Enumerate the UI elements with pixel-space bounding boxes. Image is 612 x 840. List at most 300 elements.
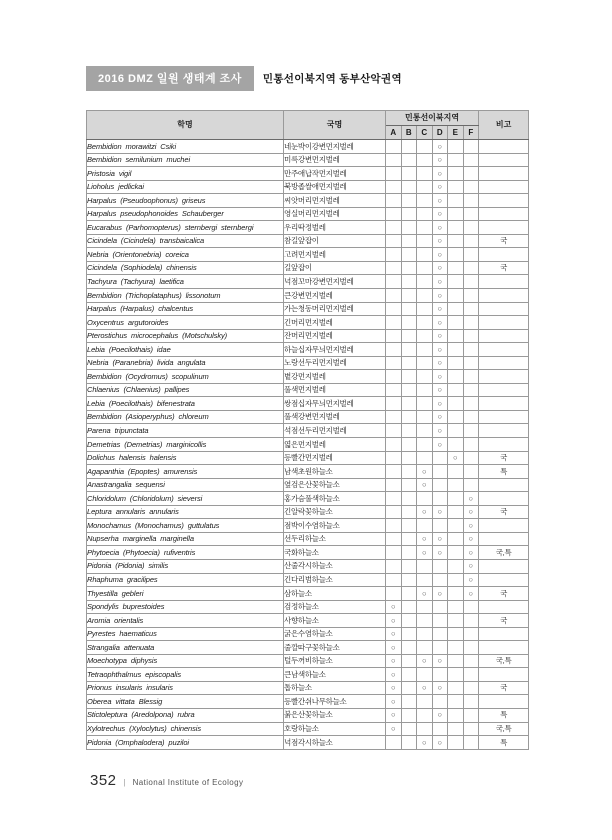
presence-mark-cell <box>463 140 479 154</box>
scientific-name-cell: Monochamus (Monochamus) guttulatus <box>87 519 284 533</box>
table-row <box>87 614 529 628</box>
presence-mark-cell <box>448 708 464 722</box>
presence-mark-cell: ○ <box>432 153 448 167</box>
scientific-name-cell: Pterostichus microcephalus (Motschulsky) <box>87 329 284 343</box>
table-row <box>87 451 529 465</box>
scientific-name-cell: Prionus insularis insularis <box>87 681 284 695</box>
presence-mark-cell <box>386 559 402 573</box>
presence-mark-cell: ○ <box>448 451 464 465</box>
scientific-name-cell: Nebria (Paranebria) livida angulata <box>87 356 284 370</box>
scientific-name-cell: Bembidion (Ocydromus) scopulinum <box>87 370 284 384</box>
presence-mark-cell <box>448 275 464 289</box>
presence-mark-cell <box>463 194 479 208</box>
scientific-name-cell: Oberea vittata Blessig <box>87 695 284 709</box>
korean-name-cell: 쌍점십자무늬먼지벌레 <box>284 397 386 411</box>
species-table <box>86 110 529 750</box>
page-header <box>86 66 402 91</box>
table-row <box>87 167 529 181</box>
presence-mark-cell <box>463 302 479 316</box>
table-row <box>87 207 529 221</box>
korean-name-cell: 털두꺼비하늘소 <box>284 654 386 668</box>
presence-mark-cell <box>386 573 402 587</box>
presence-mark-cell <box>463 329 479 343</box>
presence-mark-cell: ○ <box>432 736 448 750</box>
presence-mark-cell <box>401 519 417 533</box>
scientific-name-cell: Harpalus (Harpalus) chalcentus <box>87 302 284 316</box>
presence-mark-cell: ○ <box>432 681 448 695</box>
note-cell: 국 <box>479 614 529 628</box>
presence-mark-cell <box>463 600 479 614</box>
presence-mark-cell: ○ <box>417 681 433 695</box>
presence-mark-cell <box>463 153 479 167</box>
presence-mark-cell <box>417 668 433 682</box>
footer-divider: | <box>123 778 126 787</box>
presence-mark-cell: ○ <box>432 248 448 262</box>
presence-mark-cell <box>386 587 402 601</box>
presence-mark-cell <box>417 492 433 506</box>
korean-name-cell: 잔머리먼지벌레 <box>284 329 386 343</box>
presence-mark-cell: ○ <box>463 546 479 560</box>
note-cell <box>479 424 529 438</box>
presence-mark-cell <box>386 261 402 275</box>
presence-mark-cell <box>432 600 448 614</box>
note-cell <box>479 695 529 709</box>
presence-mark-cell: ○ <box>432 329 448 343</box>
scientific-name-cell: Agapanthia (Epoptes) amurensis <box>87 465 284 479</box>
presence-mark-cell <box>386 316 402 330</box>
presence-mark-cell <box>448 465 464 479</box>
presence-mark-cell <box>448 736 464 750</box>
korean-name-cell: 씨앗머리먼지벌레 <box>284 194 386 208</box>
scientific-name-cell: Thyestilla gebleri <box>87 587 284 601</box>
scientific-name-cell: Cicindela (Cicindela) transbaicalica <box>87 234 284 248</box>
korean-name-cell: 긴머리먼지벌레 <box>284 316 386 330</box>
scientific-name-cell: Harpalus (Pseudoophonus) griseus <box>87 194 284 208</box>
presence-mark-cell <box>432 451 448 465</box>
presence-mark-cell <box>463 180 479 194</box>
scientific-name-cell: Anastrangalia sequensi <box>87 478 284 492</box>
note-cell <box>479 153 529 167</box>
table-row <box>87 153 529 167</box>
presence-mark-cell: ○ <box>432 587 448 601</box>
presence-mark-cell <box>448 316 464 330</box>
note-cell <box>479 410 529 424</box>
scientific-name-cell: Lebia (Poecilothais) idae <box>87 343 284 357</box>
presence-mark-cell <box>417 302 433 316</box>
presence-mark-cell <box>401 681 417 695</box>
presence-mark-cell: ○ <box>417 465 433 479</box>
note-cell <box>479 573 529 587</box>
korean-name-cell: 선두리하늘소 <box>284 532 386 546</box>
presence-mark-cell: ○ <box>386 708 402 722</box>
korean-name-cell: 석점선두리먼지벌레 <box>284 424 386 438</box>
presence-mark-cell <box>448 600 464 614</box>
presence-mark-cell <box>463 167 479 181</box>
note-cell: 국,특 <box>479 546 529 560</box>
presence-mark-cell <box>448 343 464 357</box>
scientific-name-cell: Strangalia attenuata <box>87 641 284 655</box>
scientific-name-cell: Pidonia (Omphalodera) puziloi <box>87 736 284 750</box>
korean-name-cell: 미륵강변먼지벌레 <box>284 153 386 167</box>
presence-mark-cell <box>432 478 448 492</box>
presence-mark-cell <box>401 559 417 573</box>
column-header-region-d: D <box>432 126 448 140</box>
korean-name-cell: 가는청동머리먼지벌레 <box>284 302 386 316</box>
note-cell <box>479 370 529 384</box>
presence-mark-cell <box>417 573 433 587</box>
presence-mark-cell: ○ <box>417 736 433 750</box>
presence-mark-cell: ○ <box>417 654 433 668</box>
presence-mark-cell <box>386 505 402 519</box>
note-cell <box>479 316 529 330</box>
presence-mark-cell <box>463 614 479 628</box>
presence-mark-cell <box>401 343 417 357</box>
scientific-name-cell: Nupserha marginella marginella <box>87 532 284 546</box>
presence-mark-cell: ○ <box>386 614 402 628</box>
presence-mark-cell: ○ <box>432 194 448 208</box>
presence-mark-cell: ○ <box>386 681 402 695</box>
korean-name-cell: 줄깔따구꽃하늘소 <box>284 641 386 655</box>
column-header-note: 비고 <box>479 111 529 140</box>
scientific-name-cell: Chloridolum (Chloridolum) sieversi <box>87 492 284 506</box>
note-cell <box>479 343 529 357</box>
table-row <box>87 275 529 289</box>
presence-mark-cell <box>417 600 433 614</box>
korean-name-cell: 하늘십자무늬먼지벌레 <box>284 343 386 357</box>
presence-mark-cell <box>463 207 479 221</box>
presence-mark-cell <box>401 248 417 262</box>
species-table-body <box>87 140 529 750</box>
presence-mark-cell: ○ <box>432 207 448 221</box>
korean-name-cell: 엷은먼지벌레 <box>284 438 386 452</box>
presence-mark-cell: ○ <box>463 559 479 573</box>
presence-mark-cell <box>386 451 402 465</box>
presence-mark-cell: ○ <box>432 343 448 357</box>
presence-mark-cell <box>401 736 417 750</box>
presence-mark-cell <box>417 370 433 384</box>
presence-mark-cell: ○ <box>432 316 448 330</box>
table-row <box>87 492 529 506</box>
presence-mark-cell <box>386 329 402 343</box>
scientific-name-cell: Aromia orientalis <box>87 614 284 628</box>
table-row <box>87 708 529 722</box>
presence-mark-cell <box>448 654 464 668</box>
table-row <box>87 654 529 668</box>
presence-mark-cell <box>432 519 448 533</box>
presence-mark-cell <box>417 410 433 424</box>
presence-mark-cell <box>463 736 479 750</box>
scientific-name-cell: Cicindela (Sophiodela) chinensis <box>87 261 284 275</box>
presence-mark-cell: ○ <box>432 546 448 560</box>
note-cell: 국,특 <box>479 654 529 668</box>
table-row <box>87 559 529 573</box>
note-cell <box>479 383 529 397</box>
presence-mark-cell <box>401 587 417 601</box>
presence-mark-cell <box>432 492 448 506</box>
scientific-name-cell: Moechotypa diphysis <box>87 654 284 668</box>
korean-name-cell: 긴다리범하늘소 <box>284 573 386 587</box>
presence-mark-cell <box>448 140 464 154</box>
page-footer <box>90 772 243 789</box>
presence-mark-cell <box>463 668 479 682</box>
presence-mark-cell <box>448 383 464 397</box>
note-cell <box>479 329 529 343</box>
presence-mark-cell <box>417 397 433 411</box>
presence-mark-cell <box>448 289 464 303</box>
table-row <box>87 221 529 235</box>
korean-name-cell: 옆검은산꽃하늘소 <box>284 478 386 492</box>
note-cell <box>479 600 529 614</box>
presence-mark-cell <box>448 587 464 601</box>
korean-name-cell: 넉점꼬마강변먼지벌레 <box>284 275 386 289</box>
presence-mark-cell <box>401 356 417 370</box>
scientific-name-cell: Bembidion (Trichoplataphus) lissonotum <box>87 289 284 303</box>
presence-mark-cell <box>386 248 402 262</box>
korean-name-cell: 고려먼지벌레 <box>284 248 386 262</box>
column-header-region-group: 민통선이북지역 <box>386 111 479 126</box>
presence-mark-cell <box>401 492 417 506</box>
presence-mark-cell: ○ <box>432 708 448 722</box>
presence-mark-cell <box>432 573 448 587</box>
presence-mark-cell <box>401 546 417 560</box>
korean-name-cell: 우리딱정벌레 <box>284 221 386 235</box>
note-cell <box>479 302 529 316</box>
presence-mark-cell <box>448 668 464 682</box>
presence-mark-cell <box>417 248 433 262</box>
korean-name-cell: 볕강먼지벌레 <box>284 370 386 384</box>
presence-mark-cell <box>417 627 433 641</box>
presence-mark-cell <box>417 438 433 452</box>
note-cell <box>479 194 529 208</box>
table-row <box>87 438 529 452</box>
korean-name-cell: 삼하늘소 <box>284 587 386 601</box>
presence-mark-cell <box>386 532 402 546</box>
presence-mark-cell <box>448 722 464 736</box>
presence-mark-cell <box>417 234 433 248</box>
scientific-name-cell: Dolichus halensis halensis <box>87 451 284 465</box>
presence-mark-cell <box>448 221 464 235</box>
presence-mark-cell <box>401 234 417 248</box>
presence-mark-cell <box>386 465 402 479</box>
presence-mark-cell <box>401 627 417 641</box>
table-row <box>87 424 529 438</box>
korean-name-cell: 남색초원하늘소 <box>284 465 386 479</box>
korean-name-cell: 국화하늘소 <box>284 546 386 560</box>
presence-mark-cell <box>386 207 402 221</box>
table-row <box>87 261 529 275</box>
korean-name-cell: 사향하늘소 <box>284 614 386 628</box>
presence-mark-cell <box>463 397 479 411</box>
presence-mark-cell <box>401 668 417 682</box>
presence-mark-cell <box>448 614 464 628</box>
presence-mark-cell <box>463 261 479 275</box>
presence-mark-cell <box>386 736 402 750</box>
presence-mark-cell: ○ <box>463 587 479 601</box>
korean-name-cell: 네눈박이강변먼지벌레 <box>284 140 386 154</box>
table-row <box>87 736 529 750</box>
korean-name-cell: 호랑하늘소 <box>284 722 386 736</box>
presence-mark-cell <box>463 410 479 424</box>
note-cell <box>479 248 529 262</box>
table-row <box>87 627 529 641</box>
presence-mark-cell <box>386 492 402 506</box>
presence-mark-cell: ○ <box>432 167 448 181</box>
korean-name-cell: 홍가슴풀색하늘소 <box>284 492 386 506</box>
table-row <box>87 695 529 709</box>
presence-mark-cell <box>463 234 479 248</box>
presence-mark-cell <box>463 248 479 262</box>
presence-mark-cell <box>401 167 417 181</box>
note-cell <box>479 275 529 289</box>
presence-mark-cell: ○ <box>432 234 448 248</box>
table-row <box>87 194 529 208</box>
presence-mark-cell <box>448 167 464 181</box>
presence-mark-cell <box>401 424 417 438</box>
presence-mark-cell <box>432 465 448 479</box>
presence-mark-cell <box>386 234 402 248</box>
presence-mark-cell <box>463 478 479 492</box>
scientific-name-cell: Nebria (Orientonebria) coreica <box>87 248 284 262</box>
presence-mark-cell <box>401 438 417 452</box>
presence-mark-cell <box>417 180 433 194</box>
scientific-name-cell: Rhaphuma gracilipes <box>87 573 284 587</box>
presence-mark-cell <box>417 424 433 438</box>
korean-name-cell: 길앞잡이 <box>284 261 386 275</box>
presence-mark-cell <box>417 383 433 397</box>
presence-mark-cell: ○ <box>432 505 448 519</box>
note-cell <box>479 180 529 194</box>
presence-mark-cell <box>448 546 464 560</box>
note-cell: 국,특 <box>479 722 529 736</box>
presence-mark-cell <box>417 559 433 573</box>
presence-mark-cell <box>448 627 464 641</box>
note-cell <box>479 519 529 533</box>
korean-name-cell: 노랑선두리먼지벌레 <box>284 356 386 370</box>
presence-mark-cell <box>448 559 464 573</box>
note-cell <box>479 140 529 154</box>
presence-mark-cell <box>463 627 479 641</box>
presence-mark-cell: ○ <box>432 275 448 289</box>
note-cell: 특 <box>479 465 529 479</box>
presence-mark-cell <box>432 668 448 682</box>
presence-mark-cell <box>448 329 464 343</box>
korean-name-cell: 산줄각시하늘소 <box>284 559 386 573</box>
scientific-name-cell: Pristosia vigil <box>87 167 284 181</box>
presence-mark-cell <box>401 221 417 235</box>
table-row <box>87 248 529 262</box>
presence-mark-cell: ○ <box>417 587 433 601</box>
presence-mark-cell <box>448 356 464 370</box>
column-header-region-e: E <box>448 126 464 140</box>
presence-mark-cell: ○ <box>417 546 433 560</box>
presence-mark-cell <box>463 289 479 303</box>
presence-mark-cell <box>401 614 417 628</box>
presence-mark-cell <box>463 722 479 736</box>
presence-mark-cell <box>386 370 402 384</box>
table-row <box>87 397 529 411</box>
presence-mark-cell <box>401 695 417 709</box>
presence-mark-cell: ○ <box>432 289 448 303</box>
presence-mark-cell: ○ <box>417 505 433 519</box>
table-row <box>87 573 529 587</box>
scientific-name-cell: Lioholus jedlickai <box>87 180 284 194</box>
note-cell <box>479 438 529 452</box>
presence-mark-cell <box>448 302 464 316</box>
presence-mark-cell: ○ <box>417 478 433 492</box>
presence-mark-cell <box>386 343 402 357</box>
note-cell: 국 <box>479 451 529 465</box>
korean-name-cell: 등빨간쉬나무하늘소 <box>284 695 386 709</box>
presence-mark-cell <box>401 180 417 194</box>
presence-mark-cell <box>448 532 464 546</box>
korean-name-cell: 참길앞잡이 <box>284 234 386 248</box>
presence-mark-cell <box>417 194 433 208</box>
presence-mark-cell <box>463 383 479 397</box>
presence-mark-cell <box>386 383 402 397</box>
presence-mark-cell: ○ <box>432 140 448 154</box>
table-row <box>87 519 529 533</box>
scientific-name-cell: Leptura annularis annularis <box>87 505 284 519</box>
presence-mark-cell <box>386 167 402 181</box>
korean-name-cell: 풀색강변먼지벌레 <box>284 410 386 424</box>
presence-mark-cell: ○ <box>386 641 402 655</box>
table-row <box>87 465 529 479</box>
note-cell: 국 <box>479 681 529 695</box>
presence-mark-cell <box>448 573 464 587</box>
presence-mark-cell: ○ <box>432 438 448 452</box>
korean-name-cell: 큰남색하늘소 <box>284 668 386 682</box>
table-row <box>87 546 529 560</box>
korean-name-cell: 넉점각시하늘소 <box>284 736 386 750</box>
note-cell <box>479 221 529 235</box>
presence-mark-cell <box>401 370 417 384</box>
presence-mark-cell <box>417 153 433 167</box>
presence-mark-cell <box>448 478 464 492</box>
presence-mark-cell <box>463 275 479 289</box>
presence-mark-cell <box>417 167 433 181</box>
institute-name: National Institute of Ecology <box>132 778 244 787</box>
presence-mark-cell <box>386 438 402 452</box>
note-cell: 국 <box>479 587 529 601</box>
presence-mark-cell <box>401 383 417 397</box>
note-cell: 국 <box>479 261 529 275</box>
presence-mark-cell <box>386 140 402 154</box>
column-header-scientific-name: 학명 <box>87 111 284 140</box>
presence-mark-cell <box>386 302 402 316</box>
column-header-region-c: C <box>417 126 433 140</box>
column-header-region-a: A <box>386 126 402 140</box>
presence-mark-cell <box>448 153 464 167</box>
note-cell: 특 <box>479 736 529 750</box>
presence-mark-cell <box>417 708 433 722</box>
note-cell <box>479 167 529 181</box>
presence-mark-cell <box>401 722 417 736</box>
presence-mark-cell <box>386 289 402 303</box>
scientific-name-cell: Pidonia (Pidonia) similis <box>87 559 284 573</box>
scientific-name-cell: Bembidion morawitzi Csiki <box>87 140 284 154</box>
presence-mark-cell <box>448 234 464 248</box>
section-title: 민통선이북지역 동부산악권역 <box>262 73 402 85</box>
note-cell <box>479 668 529 682</box>
presence-mark-cell <box>448 261 464 275</box>
presence-mark-cell <box>417 329 433 343</box>
presence-mark-cell <box>417 722 433 736</box>
presence-mark-cell: ○ <box>463 532 479 546</box>
presence-mark-cell <box>417 614 433 628</box>
table-row <box>87 370 529 384</box>
presence-mark-cell <box>417 356 433 370</box>
presence-mark-cell <box>417 275 433 289</box>
